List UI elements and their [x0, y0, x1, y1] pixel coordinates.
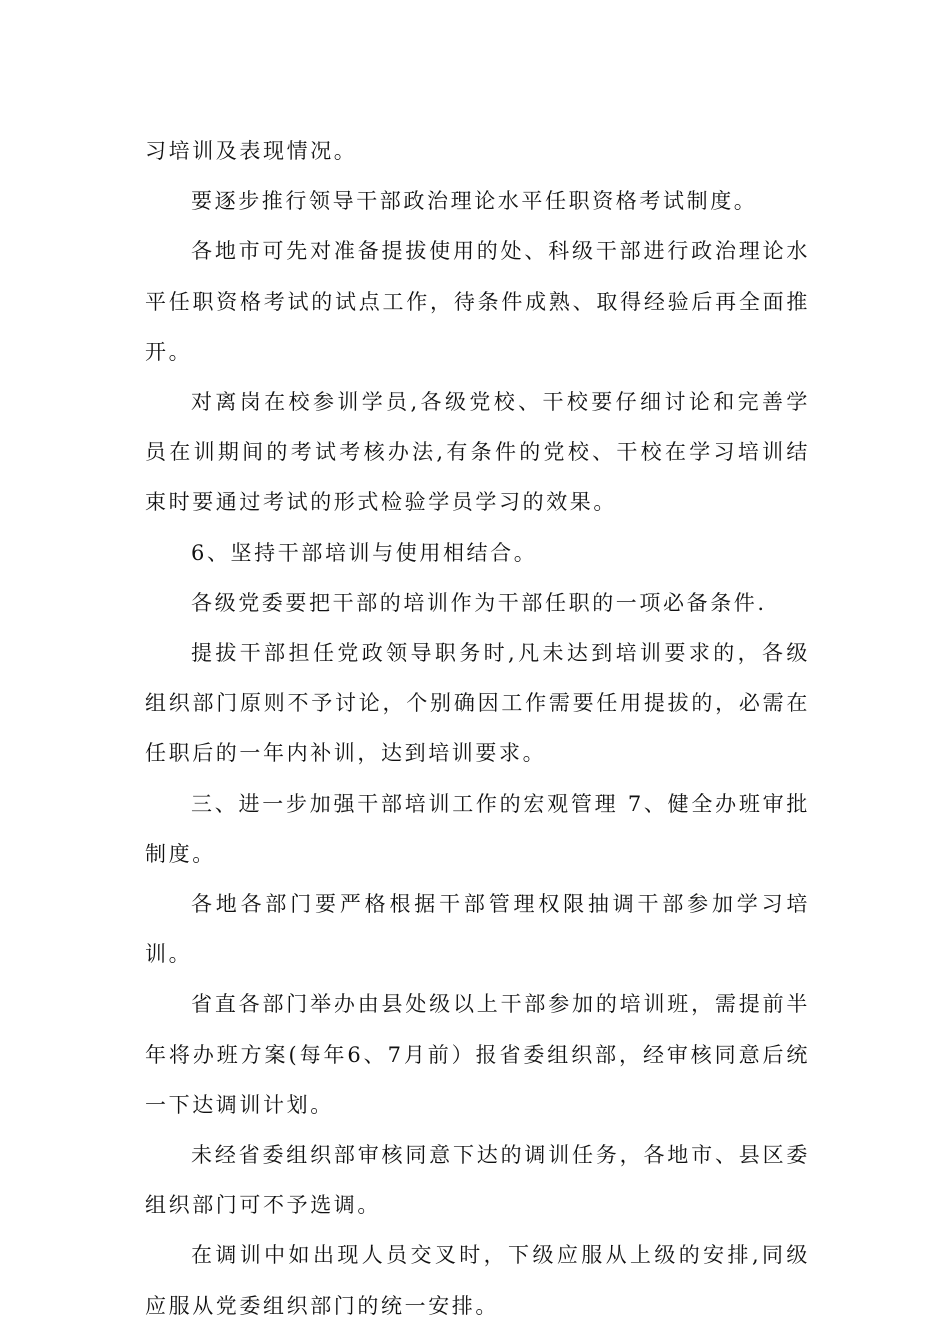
paragraph-10: 省直各部门举办由县处级以上干部参加的培训班，需提前半年将办班方案(每年6、7月前）报省委组织部，经审核同意后统一下达调训计划。: [145, 992, 810, 1117]
paragraph-8: 三、进一步加强干部培训工作的宏观管理 7、健全办班审批制度。: [145, 791, 810, 866]
paragraph-3: 各地市可先对准备提拔使用的处、科级干部进行政治理论水平任职资格考试的试点工作，待条件成熟、取得经验后再全面推开。: [145, 239, 810, 364]
paragraph-11: 未经省委组织部审核同意下达的调训任务，各地市、县区委组织部门可不予选调。: [145, 1143, 810, 1218]
paragraph-2: 要逐步推行领导干部政治理论水平任职资格考试制度。: [191, 189, 758, 214]
document-body: [145, 126, 810, 1331]
paragraph-5: 6、坚持干部培训与使用相结合。: [191, 540, 538, 565]
paragraph-6: 各级党委要把干部的培训作为干部任职的一项必备条件.: [191, 590, 767, 615]
paragraph-12: 在调训中如出现人员交叉时，下级应服从上级的安排,同级应服从党委组织部门的统一安排。: [145, 1243, 810, 1318]
paragraph-7: 提拔干部担任党政领导职务时,凡未达到培训要求的，各级组织部门原则不予讨论，个别确因工作需要任用提拔的，必需在任职后的一年内补训，达到培训要求。: [145, 641, 810, 766]
paragraph-9: 各地各部门要严格根据干部管理权限抽调干部参加学习培训。: [145, 892, 810, 967]
paragraph-1: 习培训及表现情况。: [145, 139, 358, 163]
paragraph-4: 对离岗在校参训学员,各级党校、干校要仔细讨论和完善学员在训期间的考试考核办法,有条件的党校、干校在学习培训结束时要通过考试的形式检验学员学习的效果。: [145, 390, 810, 515]
